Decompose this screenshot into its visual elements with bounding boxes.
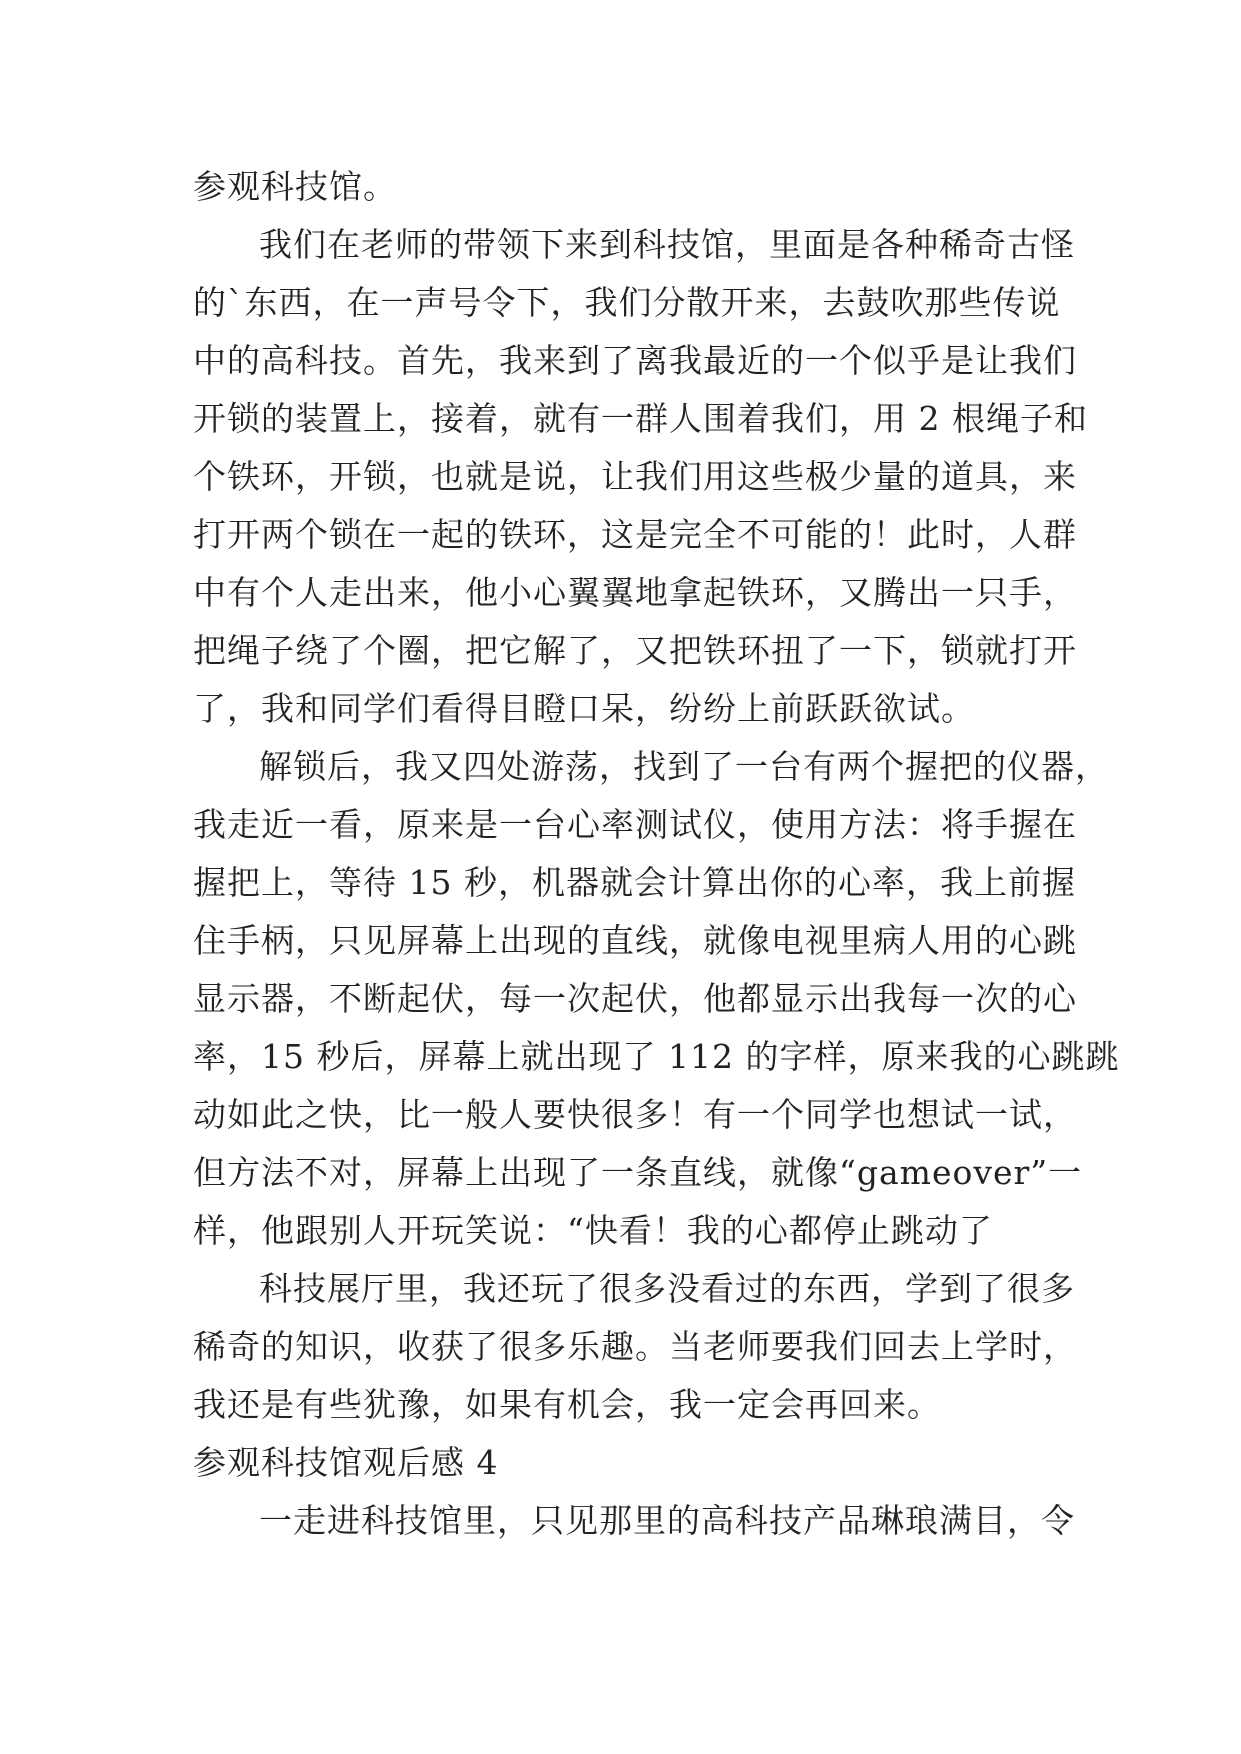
text-line: 动如此之快，比一般人要快很多！有一个同学也想试一试， [193,1095,1077,1134]
document-body [193,158,1120,1550]
text-line: 开锁的装置上，接着，就有一群人围着我们，用 2 根绳子和 [193,399,1088,438]
text-line: 中有个人走出来，他小心翼翼地拿起铁环，又腾出一只手， [193,573,1077,612]
text-line: 个铁环，开锁，也就是说，让我们用这些极少量的道具，来 [193,457,1077,496]
text-line: 显示器，不断起伏，每一次起伏，他都显示出我每一次的心 [193,979,1077,1018]
text-line: 我们在老师的带领下来到科技馆，里面是各种稀奇古怪 [259,225,1075,264]
text-line: 的`东西，在一声号令下，我们分散开来，去鼓吹那些传说 [193,283,1061,322]
text-line: 中的高科技。首先，我来到了离我最近的一个似乎是让我们 [193,341,1077,380]
text-line: 我走近一看，原来是一台心率测试仪，使用方法：将手握在 [193,805,1077,844]
text-line: 打开两个锁在一起的铁环，这是完全不可能的！此时，人群 [193,515,1077,554]
text-line: 样，他跟别人开玩笑说：“快看！我的心都停止跳动了 [193,1211,993,1250]
text-line: 一走进科技馆里，只见那里的高科技产品琳琅满目，令 [259,1501,1075,1540]
text-line: 把绳子绕了个圈，把它解了，又把铁环扭了一下，锁就打开 [193,631,1077,670]
text-line: 了，我和同学们看得目瞪口呆，纷纷上前跃跃欲试。 [193,689,975,728]
text-line: 率，15 秒后，屏幕上就出现了 112 的字样，原来我的心跳跳 [193,1037,1120,1076]
text-line: 参观科技馆。 [193,167,397,206]
text-line: 稀奇的知识，收获了很多乐趣。当老师要我们回去上学时， [193,1327,1077,1366]
text-line: 我还是有些犹豫，如果有机会，我一定会再回来。 [193,1385,941,1424]
text-line: 科技展厅里，我还玩了很多没看过的东西，学到了很多 [259,1269,1075,1308]
section-heading: 参观科技馆观后感 4 [193,1443,499,1482]
text-line: 解锁后，我又四处游荡，找到了一台有两个握把的仪器， [259,747,1109,786]
text-line: 住手柄，只见屏幕上出现的直线，就像电视里病人用的心跳 [193,921,1077,960]
text-line: 握把上，等待 15 秒，机器就会计算出你的心率，我上前握 [193,863,1076,902]
text-line: 但方法不对，屏幕上出现了一条直线，就像“gameover”一 [193,1153,1083,1192]
